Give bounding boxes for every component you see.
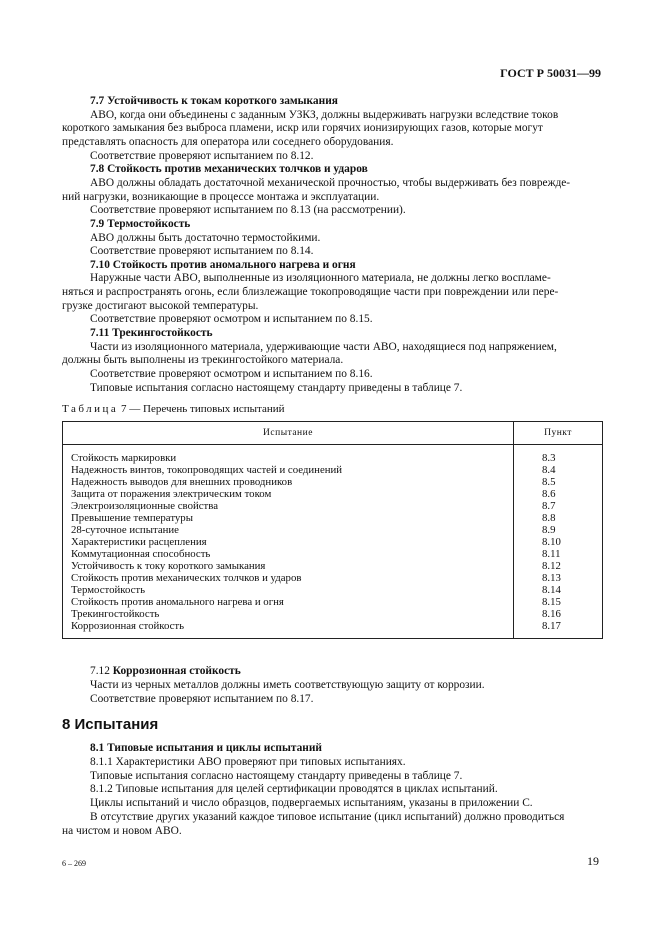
clause-cell: 8.15 [514,596,603,608]
table-caption-title: 7 — Перечень типовых испытаний [121,403,285,415]
table-row [63,488,603,500]
test-name-cell: Превышение температуры [63,512,514,524]
paragraph-line: должны быть выполнены из трекингостойкого материала. [62,354,344,367]
clause-cell: 8.4 [514,464,603,476]
clause-heading: 7.7 Устойчивость к токам короткого замыкания [90,95,338,107]
test-name-cell: Коррозионная стойкость [63,620,514,639]
test-name-cell: Трекингостойкость [63,608,514,620]
table-row [63,596,603,608]
clause-7-12-compliance: Соответствие проверяют испытанием по 8.17. [90,693,314,705]
table-header-row [63,422,603,445]
clause-cell: 8.3 [514,445,603,465]
test-name-cell: 28-суточное испытание [63,524,514,536]
paragraph-line: Типовые испытания согласно настоящему стандарту приведены в таблице 7. [90,381,463,394]
paragraph-line: Циклы испытаний и число образцов, подвергаемых испытаниям, указаны в приложении С. [90,797,533,809]
clause-cell: 8.14 [514,584,603,596]
clause-cell: 8.7 [514,500,603,512]
paragraph-line: на чистом и новом АВО. [62,824,182,837]
clause-cell: 8.16 [514,608,603,620]
table-row [63,620,603,639]
clause-heading: 7.9 Термостойкость [90,217,191,230]
clause-7-12-text: Части из черных металлов должны иметь соответствующую защиту от коррозии. [90,679,485,691]
test-name-cell: Надежность выводов для внешних проводников [63,476,514,488]
clause-heading: 7.11 Трекингостойкость [90,327,213,340]
clause-cell: 8.5 [514,476,603,488]
paragraph-line: няться и распространять огонь, если близлежащие токопроводящие части при повреждении или пере- [62,286,559,299]
test-name-cell: Коммутационная способность [63,548,514,560]
test-name-cell: Стойкость против механических толчков и ударов [63,572,514,584]
clause-cell: 8.17 [514,620,603,639]
type-tests-table [62,421,603,639]
table-row [63,476,603,488]
table-row [63,572,603,584]
clause-cell: 8.9 [514,524,603,536]
paragraph-line: Соответствие проверяют испытанием по 8.12. [90,149,314,162]
clause-heading: 7.8 Стойкость против механических толчков и ударов [90,163,368,176]
paragraph-line: Соответствие проверяют испытанием по 8.13 (на рассмотрении). [90,204,406,217]
table-body [63,445,603,639]
paragraph-line: Части из изоляционного материала, удерживающие части АВО, находящиеся под напряжением, [90,340,557,353]
paragraph-line: короткого замыкания без выброса пламени, искр или горячих ионизирующих газов, которые могут [62,122,543,135]
clause-cell: 8.13 [514,572,603,584]
clause-cell: 8.11 [514,548,603,560]
paragraph-line: грузке достигают высокой температуры. [62,299,259,312]
paragraph-line: Соответствие проверяют осмотром и испытанием по 8.16. [90,368,373,380]
test-name-cell: Стойкость против аномального нагрева и огня [63,596,514,608]
clause-7-12-number: 7.12 [90,665,110,677]
clause-7-12-title: Коррозионная стойкость [112,665,241,677]
clause-cell: 8.6 [514,488,603,500]
print-signature: 6 – 269 [62,859,86,868]
table-row [63,584,603,596]
clause-heading: 7.10 Стойкость против аномального нагрева и огня [90,258,356,271]
section-8-heading: 8 Испытания [62,716,159,733]
paragraph-line: В отсутствие других указаний каждое типовое испытание (цикл испытаний) должно проводиться [90,810,565,823]
clause-cell: 8.12 [514,560,603,572]
test-name-cell: Устойчивость к току короткого замыкания [63,560,514,572]
document-header: ГОСТ Р 50031—99 [500,66,601,80]
paragraph-line: 8.1.2 Типовые испытания для целей сертификации проводятся в циклах испытаний. [90,783,498,796]
table-row [63,560,603,572]
clause-heading: 8.1 Типовые испытания и циклы испытаний [90,742,322,754]
paragraph-line: АВО должны быть достаточно термостойкими. [90,231,321,244]
paragraph-line: 8.1.1 Характеристики АВО проверяют при типовых испытаниях. [90,755,406,768]
clause-cell: 8.8 [514,512,603,524]
page-number: 19 [587,854,599,868]
paragraph-line: АВО должны обладать достаточной механической прочностью, чтобы выдерживать без поврежде- [90,176,571,189]
table-row [63,524,603,536]
paragraph-line: Соответствие проверяют осмотром и испытанием по 8.15. [90,313,373,326]
paragraph-line: Наружные части АВО, выполненные из изоляционного материала, не должны легко воспламе- [90,272,551,285]
test-name-cell: Защита от поражения электрическим током [63,488,514,500]
table-row [63,445,603,465]
table-row [63,608,603,620]
test-name-cell: Надежность винтов, токопроводящих частей и соединений [63,464,514,476]
table-row [63,500,603,512]
table-row [63,464,603,476]
paragraph-line: ний нагрузки, возникающие в процессе монтажа и эксплуатации. [62,190,380,203]
table-row [63,536,603,548]
test-name-cell: Характеристики расцепления [63,536,514,548]
paragraph-line: АВО, когда они объединены с заданным УЗКЗ, должны выдерживать нагрузки вследствие токов [90,108,559,121]
table-row [63,548,603,560]
paragraph-line: Типовые испытания согласно настоящему стандарту приведены в таблице 7. [90,769,463,782]
clause-7-12-heading [62,665,602,679]
paragraph-line: представлять опасность для оператора или соседнего оборудования. [62,135,394,148]
column-header-clause: Пункт [514,422,603,445]
test-name-cell: Электроизоляционные свойства [63,500,514,512]
column-header-test: Испытание [63,422,514,445]
table-row [63,512,603,524]
table-caption-word: Таблица [62,403,119,415]
clause-cell: 8.10 [514,536,603,548]
table-caption [62,403,285,415]
paragraph-line: Соответствие проверяют испытанием по 8.14. [90,245,314,258]
test-name-cell: Термостойкость [63,584,514,596]
test-name-cell: Стойкость маркировки [63,445,514,465]
